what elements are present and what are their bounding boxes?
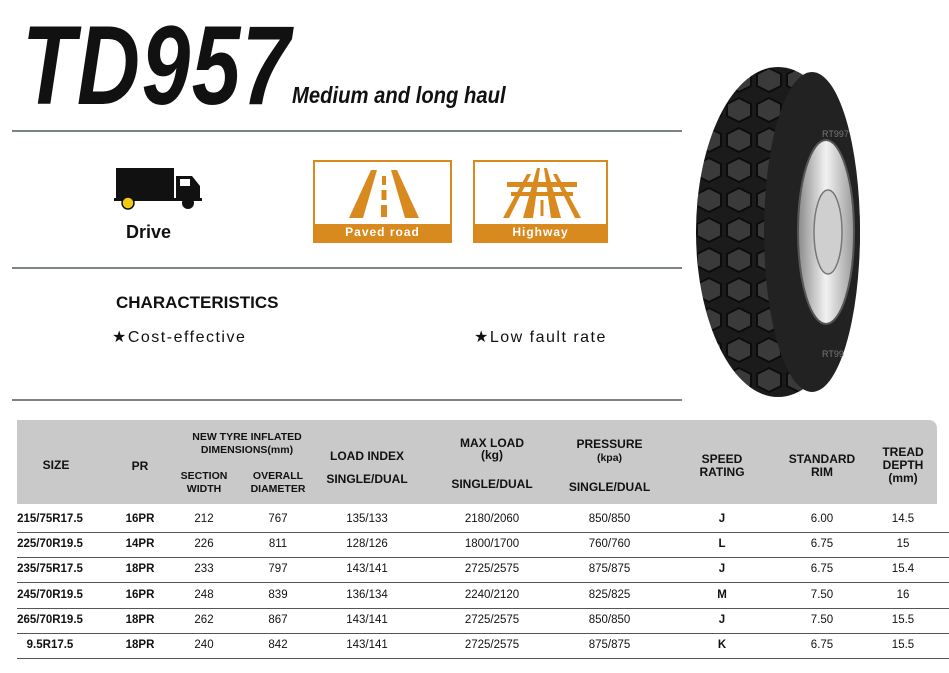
cell-load-index: 143/141 xyxy=(346,613,388,626)
cell-max-load: 2725/2575 xyxy=(464,563,520,576)
cell-tread: 15.5 xyxy=(891,613,915,626)
col-load-index: LOAD INDEX xyxy=(329,449,404,463)
cell-size: 225/70R19.5 xyxy=(17,538,83,551)
cell-max-load: 2240/2120 xyxy=(464,588,520,601)
col-section-width: SECTION WIDTH xyxy=(180,470,228,495)
tire-image xyxy=(694,65,862,400)
truck-icon xyxy=(114,166,204,210)
cell-width: 240 xyxy=(194,639,214,651)
cell-tread: 15.4 xyxy=(891,563,915,576)
col-tread-depth: TREAD DEPTH (mm) xyxy=(882,445,924,485)
cell-diameter: 867 xyxy=(268,613,288,626)
cell-width: 233 xyxy=(194,563,214,576)
highway-card xyxy=(473,160,608,243)
cell-width: 262 xyxy=(194,613,214,626)
cell-size: 9.5R17.5 xyxy=(26,639,74,651)
cell-pr: 18PR xyxy=(125,563,155,576)
cell-speed: J xyxy=(718,513,726,525)
col-pressure: PRESSURE xyxy=(576,437,643,451)
characteristics-title: CHARACTERISTICS xyxy=(116,293,279,312)
table-row xyxy=(17,507,949,533)
col-max-load-unit: (kg) xyxy=(481,448,503,462)
paved-road-icon xyxy=(349,168,419,220)
feature-2 xyxy=(474,327,607,347)
paved-road-card xyxy=(313,160,452,243)
table-row xyxy=(17,557,949,583)
cell-rim: 6.75 xyxy=(810,563,834,576)
feature-1 xyxy=(112,327,246,347)
cell-size: 245/70R19.5 xyxy=(17,588,83,601)
cell-speed: J xyxy=(718,563,726,576)
feature-1-text: Cost-effective xyxy=(127,329,247,346)
tire-sidewall-text-2: RT99 xyxy=(822,349,844,359)
table-row xyxy=(17,532,949,558)
cell-tread: 15.5 xyxy=(891,639,915,651)
cell-tread: 14.5 xyxy=(891,513,915,525)
cell-speed: M xyxy=(717,588,727,601)
star-icon: ★ xyxy=(474,329,490,346)
star-icon: ★ xyxy=(112,329,128,346)
cell-pressure: 850/850 xyxy=(588,613,631,626)
model-subtitle: Medium and long haul xyxy=(292,82,506,108)
cell-max-load: 2180/2060 xyxy=(464,513,520,525)
cell-pr: 14PR xyxy=(125,538,155,551)
cell-width: 226 xyxy=(194,538,214,551)
cell-rim: 7.50 xyxy=(810,613,834,626)
cell-speed: K xyxy=(717,639,727,651)
cell-load-index: 128/126 xyxy=(346,538,388,551)
cell-width: 212 xyxy=(194,513,214,525)
cell-diameter: 797 xyxy=(268,563,288,576)
cell-diameter: 811 xyxy=(268,538,288,551)
feature-2-text: Low fault rate xyxy=(489,329,607,346)
cell-pressure: 875/875 xyxy=(588,639,631,651)
cell-pressure: 850/850 xyxy=(588,513,631,525)
divider-middle xyxy=(12,267,682,269)
col-standard-rim: STANDARD RIM xyxy=(788,452,856,479)
cell-load-index: 143/141 xyxy=(346,563,388,576)
cell-rim: 6.75 xyxy=(810,639,834,651)
col-load-index-sub: SINGLE/DUAL xyxy=(326,472,408,486)
cell-max-load: 2725/2575 xyxy=(464,613,520,626)
cell-pr: 18PR xyxy=(125,613,155,626)
cell-load-index: 135/133 xyxy=(346,513,388,525)
cell-width: 248 xyxy=(194,588,214,601)
cell-diameter: 842 xyxy=(268,639,288,651)
cell-max-load: 2725/2575 xyxy=(464,639,520,651)
divider-bottom xyxy=(12,399,682,401)
cell-rim: 6.00 xyxy=(810,513,834,525)
col-max-load-sub: SINGLE/DUAL xyxy=(451,477,533,491)
cell-max-load: 1800/1700 xyxy=(464,538,520,551)
cell-pr: 16PR xyxy=(125,513,155,525)
col-pr: PR xyxy=(131,459,149,473)
cell-size: 215/75R17.5 xyxy=(17,513,83,525)
col-dimensions: NEW TYRE INFLATED DIMENSIONS(mm) xyxy=(192,431,302,456)
highway-label: Highway xyxy=(475,224,606,241)
col-pressure-sub: SINGLE/DUAL xyxy=(568,480,651,494)
paved-road-label: Paved road xyxy=(315,224,450,241)
cell-size: 235/75R17.5 xyxy=(17,563,83,576)
cell-size: 265/70R19.5 xyxy=(17,613,83,626)
model-title: TD957 xyxy=(22,3,293,128)
cell-speed: J xyxy=(718,613,726,626)
cell-diameter: 839 xyxy=(268,588,288,601)
highway-icon xyxy=(503,168,581,222)
table-row xyxy=(17,633,949,659)
cell-tread: 15 xyxy=(896,538,910,551)
col-overall-diameter: OVERALL DIAMETER xyxy=(250,470,306,495)
cell-tread: 16 xyxy=(896,588,910,601)
cell-rim: 7.50 xyxy=(810,588,834,601)
cell-pr: 18PR xyxy=(125,639,155,651)
drive-label: Drive xyxy=(126,222,172,242)
cell-load-index: 143/141 xyxy=(346,639,388,651)
cell-pressure: 825/825 xyxy=(588,588,631,601)
divider-top xyxy=(12,130,682,132)
cell-diameter: 767 xyxy=(268,513,288,525)
cell-speed: L xyxy=(718,538,726,551)
col-pressure-unit: (kpa) xyxy=(596,452,623,464)
cell-pr: 16PR xyxy=(125,588,155,601)
cell-pressure: 875/875 xyxy=(588,563,631,576)
cell-load-index: 136/134 xyxy=(346,588,388,601)
tire-sidewall-text-1: RT997 xyxy=(822,129,849,139)
table-row xyxy=(17,608,949,634)
col-size: SIZE xyxy=(42,458,70,472)
cell-rim: 6.75 xyxy=(810,538,834,551)
table-header xyxy=(17,420,937,504)
col-max-load: MAX LOAD xyxy=(460,436,524,450)
cell-pressure: 760/760 xyxy=(588,538,631,551)
col-speed-rating: SPEED RATING xyxy=(699,452,745,479)
table-row xyxy=(17,583,949,609)
